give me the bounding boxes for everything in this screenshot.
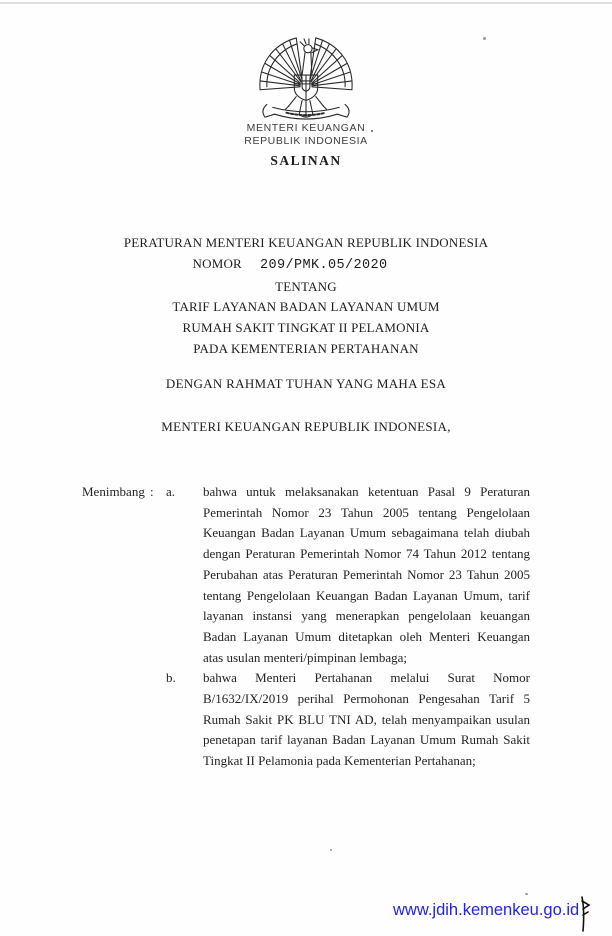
subject-line-2: RUMAH SAKIT TINGKAT II PELAMONIA (182, 320, 430, 336)
regulation-title: PERATURAN MENTERI KEUANGAN REPUBLIK INDONESIA (123, 235, 489, 250)
item-marker: b. (166, 670, 176, 686)
considerations-colon: : (150, 484, 154, 499)
regulation-number-line (0, 254, 596, 277)
consideration-item-a (166, 482, 530, 668)
ministry-name: MENTERI KEUANGAN (246, 122, 366, 134)
subject-line-3: PADA KEMENTERIAN PERTAHANAN (193, 340, 419, 356)
invocation-line: DENGAN RAHMAT TUHAN YANG MAHA ESA (165, 376, 447, 391)
scan-speck (330, 849, 332, 851)
scan-speck (483, 37, 486, 40)
considerations-section (82, 482, 530, 772)
item-text: bahwa Menteri Pertahanan melalui Surat Nomor B/1632/IX/2019 perihal Permohonan Pengesahan Tarif 5 Rumah Sakit PK BLU TNI AD, telah menyampaikan usulan penetapan tarif layanan Badan Layanan Umum Rumah Sakit Tingkat II Pelamonia pada Kementerian Pertahanan; (203, 670, 530, 769)
jdih-website-link[interactable]: www.jdih.kemenkeu.go.id (393, 901, 580, 919)
copy-label: SALINAN (270, 153, 342, 168)
scan-artifact-line (0, 2, 612, 4)
nomor-value: 209/PMK.05/2020 (259, 257, 388, 273)
regulation-title-block (0, 233, 612, 360)
garuda-pancasila-emblem (256, 36, 356, 122)
considerations-label: Menimbang (82, 484, 145, 499)
republic-name: REPUBLIK INDONESIA (244, 135, 368, 147)
item-marker: a. (166, 484, 176, 499)
consideration-item-b (166, 668, 530, 772)
tentang-label: TENTANG (275, 278, 337, 294)
considerations-items (166, 482, 530, 772)
ministry-letterhead (0, 122, 612, 148)
item-text: bahwa untuk melaksanakan ketentuan Pasal 9 Peraturan Pemerintah Nomor 23 Tahun 2005 tentang Pengelolaan Keuangan Badan Layanan Umum sebagaimana telah diubah dengan Peraturan Pemerintah Nomor 74 Tahun 2012 tentang Perubahan atas Peraturan Pemerintah Nomor 23 Tahun 2005 tentang Pengelolaan Keuangan Badan Layanan Umum, tarif layanan instansi yang menerapkan pengelolaan keuangan Badan Layanan Umum ditetapkan oleh Menteri Keuangan atas usulan menteri/pimpinan lembaga; (203, 484, 530, 665)
subject-line-1: TARIF LAYANAN BADAN LAYANAN UMUM (172, 299, 440, 315)
nomor-label: NOMOR (192, 255, 242, 271)
scan-speck (525, 893, 528, 895)
authority-line: MENTERI KEUANGAN REPUBLIK INDONESIA, (161, 419, 451, 434)
pen-initial-mark (575, 895, 593, 933)
